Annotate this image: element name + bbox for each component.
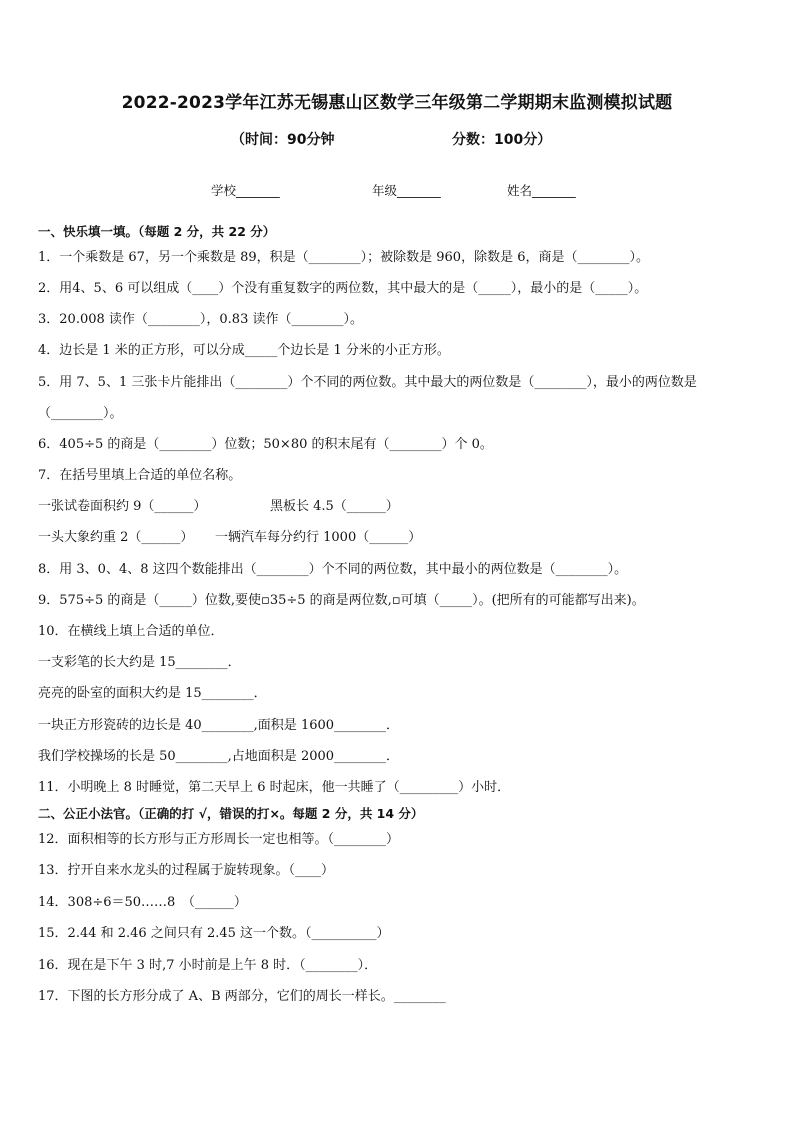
question-7-item-d: 一辆汽车每分约行 1000（______） (215, 530, 422, 545)
question-4: 4．边长是 1 米的正方形，可以分成_____个边长是 1 分米的小正方形。 (38, 343, 450, 358)
question-7-item-c: 一头大象约重 2（______） (38, 530, 194, 545)
question-15: 15．2.44 和 2.46 之间只有 2.45 这一个数。（__________） (38, 926, 390, 941)
question-1: 1．一个乘数是 67，另一个乘数是 89，积是（________）；被除数是 960，除数是 6，商是（________）。 (38, 250, 649, 265)
question-3: 3．20.008 读作（________），0.83 读作（________）。 (38, 312, 363, 327)
question-5-continued: （________）。 (38, 406, 123, 421)
question-2: 2．用4、5、6 可以组成（____）个没有重复数字的两位数，其中最大的是（_____），最小的是（_____）。 (38, 281, 648, 296)
question-7-item-a: 一张试卷面积约 9（______） (38, 499, 207, 514)
question-5: 5．用 7、5、1 三张卡片能排出（________）个不同的两位数。其中最大的两位数是（________），最小的两位数是 (38, 375, 697, 390)
section1-heading: 一、快乐填一填。（每题 2 分，共 22 分） (38, 224, 276, 239)
question-11: 11．小明晚上 8 时睡觉，第二天早上 6 时起床，他一共睡了（_________）小时． (38, 780, 511, 795)
question-12: 12．面积相等的长方形与正方形周长一定也相等。（________） (38, 832, 400, 847)
question-17: 17．下图的长方形分成了 A、B 两部分，它们的周长一样长。________ (38, 989, 446, 1004)
question-7: 7．在括号里填上合适的单位名称。 (38, 468, 242, 483)
name-field: 姓名_______ (507, 183, 576, 198)
total-score: 分数：100分） (452, 132, 552, 148)
question-6: 6．405÷5 的商是（________）位数；50×80 的积末尾有（________）个 0。 (38, 437, 493, 452)
question-8: 8．用 3、0、4、8 这四个数能排出（________）个不同的两位数，其中最小的两位数是（________）。 (38, 562, 628, 577)
question-7-item-b: 黑板长 4.5（______） (270, 499, 399, 514)
question-16: 16．现在是下午 3 时,7 小时前是上午 8 时．（________）． (38, 958, 378, 973)
question-10-item-a: 一支彩笔的长大约是 15________． (38, 655, 241, 670)
question-10: 10．在横线上填上合适的单位． (38, 624, 224, 639)
question-9: 9．575÷5 的商是（_____）位数,要使▫35÷5 的商是两位数,▫可填（_____）。(把所有的可能都写出来)。 (38, 593, 645, 608)
time-limit: （时间：90分钟 (231, 132, 335, 148)
section2-heading: 二、公正小法官。（正确的打 √，错误的打×。每题 2 分，共 14 分） (38, 806, 424, 821)
question-10-item-b: 亮亮的卧室的面积大约是 15________． (38, 686, 267, 701)
question-10-item-c: 一块正方形瓷砖的边长是 40________,面积是 1600________． (38, 718, 400, 733)
exam-title: 2022-2023学年江苏无锡惠山区数学三年级第二学期期末监测模拟试题 (121, 93, 673, 113)
question-14: 14．308÷6＝50……8 （______） (38, 895, 247, 910)
question-10-item-d: 我们学校操场的长是 50________,占地面积是 2000________． (38, 749, 400, 764)
question-13: 13．拧开自来水龙头的过程属于旋转现象。（____） (38, 863, 335, 878)
grade-field: 年级_______ (372, 183, 441, 198)
school-field: 学校_______ (211, 183, 280, 198)
